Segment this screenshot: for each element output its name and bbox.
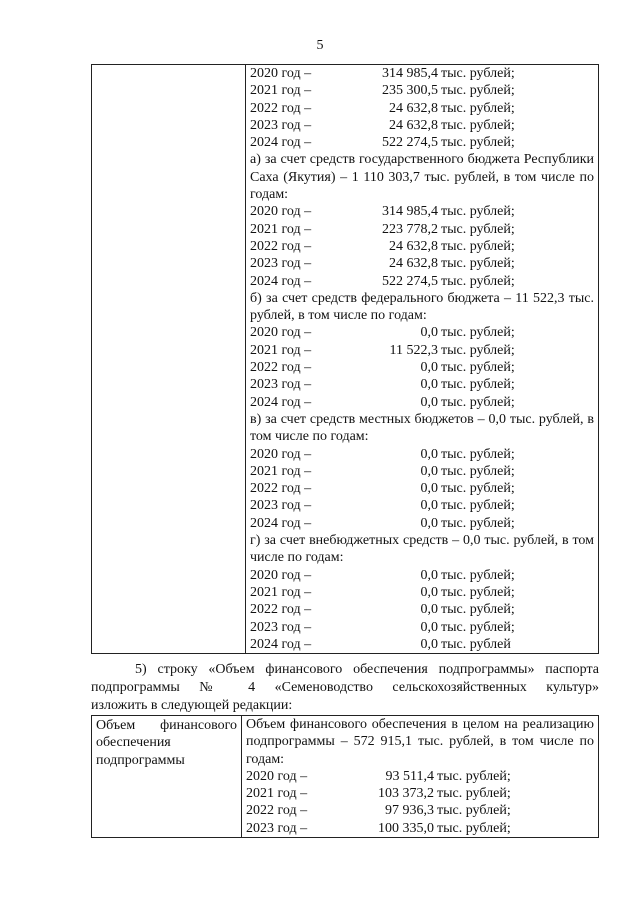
year-amount-row	[246, 802, 594, 819]
year-label: 2024 год –	[250, 515, 312, 531]
year-label: 2024 год –	[250, 135, 312, 151]
year-label: 2020 год –	[250, 567, 312, 583]
table-right-cell	[242, 716, 599, 838]
year-group-extrabudgetary	[250, 567, 594, 653]
year-amount-row	[250, 636, 594, 653]
amount-unit: тыс. рублей;	[441, 256, 515, 272]
amount-value: 0,0	[420, 498, 438, 514]
year-amount-row	[250, 342, 594, 359]
year-amount-row	[250, 238, 594, 255]
year-label: 2024 год –	[250, 273, 312, 289]
amount-unit: тыс. рублей;	[441, 463, 515, 479]
year-amount-row	[250, 117, 594, 134]
amount-unit: тыс. рублей;	[441, 360, 515, 376]
year-label: 2023 год –	[250, 117, 312, 133]
amount-unit: тыс. рублей;	[441, 221, 515, 237]
amount-value: 97 936,3	[385, 803, 434, 819]
year-amount-row	[250, 65, 594, 82]
amount-unit: тыс. рублей;	[437, 820, 511, 836]
year-label: 2024 год –	[250, 636, 312, 652]
amount-value: 522 274,5	[382, 135, 438, 151]
amount-value: 0,0	[420, 619, 438, 635]
amount-unit: тыс. рублей;	[441, 117, 515, 133]
amount-unit: тыс. рублей;	[441, 325, 515, 341]
year-amount-row	[250, 100, 594, 117]
amount-value: 24 632,8	[389, 117, 438, 133]
year-label: 2023 год –	[246, 820, 308, 836]
year-label: 2022 год –	[250, 238, 312, 254]
amount-unit: тыс. рублей;	[441, 377, 515, 393]
year-label: 2020 год –	[250, 66, 312, 81]
funding-paragraph-federal-budget: б) за счет средств федерального бюджета – 11 522,3 тыс. рублей, в том числе по годам:	[250, 290, 594, 324]
amount-value: 314 985,4	[382, 66, 438, 81]
year-label: 2021 год –	[250, 83, 312, 99]
year-group-total	[250, 65, 594, 151]
funding-paragraph-state-budget: а) за счет средств государственного бюджета Республики Саха (Якутия) – 1 110 303,7 тыс. рублей, в том числе по годам:	[250, 152, 594, 203]
year-amount-row	[246, 768, 594, 785]
amount-value: 24 632,8	[389, 238, 438, 254]
amendment-line-3: изложить в следующей редакции:	[91, 698, 293, 713]
amount-value: 103 373,2	[378, 786, 434, 802]
amount-value: 0,0	[420, 325, 438, 341]
amount-unit: тыс. рублей;	[441, 100, 515, 116]
table-left-cell	[92, 65, 246, 654]
funding-paragraph-local-budget: в) за счет средств местных бюджетов – 0,0 тыс. рублей, в том числе по годам:	[250, 411, 594, 445]
amount-value: 0,0	[420, 360, 438, 376]
amount-unit: тыс. рублей;	[441, 238, 515, 254]
year-label: 2020 год –	[250, 446, 312, 462]
year-label: 2023 год –	[250, 377, 312, 393]
amount-unit: тыс. рублей;	[437, 768, 511, 784]
year-amount-row	[250, 255, 594, 272]
year-label: 2022 год –	[246, 803, 308, 819]
amount-value: 0,0	[420, 377, 438, 393]
year-group-federal-budget	[250, 324, 594, 410]
amount-unit: тыс. рублей;	[441, 66, 515, 81]
amount-unit: тыс. рублей;	[441, 619, 515, 635]
amount-value: 314 985,4	[382, 204, 438, 220]
amount-unit: тыс. рублей;	[441, 481, 515, 497]
year-amount-row	[250, 515, 594, 532]
year-label: 2023 год –	[250, 256, 312, 272]
year-label: 2022 год –	[250, 360, 312, 376]
year-label: 2021 год –	[250, 221, 312, 237]
amount-value: 0,0	[420, 481, 438, 497]
amendment-line-1: 5) строку «Объем финансового обеспечения подпрограммы» паспорта	[135, 662, 599, 677]
year-amount-row	[250, 619, 594, 636]
year-amount-row	[250, 324, 594, 341]
amount-value: 0,0	[420, 584, 438, 600]
year-label: 2021 год –	[250, 342, 312, 358]
year-amount-row	[250, 203, 594, 220]
year-amount-row	[246, 820, 594, 837]
amount-value: 24 632,8	[389, 100, 438, 116]
amount-unit: тыс. рублей;	[441, 83, 515, 99]
amount-unit: тыс. рублей;	[441, 135, 515, 151]
year-label: 2024 год –	[250, 394, 312, 410]
year-amount-row	[250, 359, 594, 376]
page-number: 5	[316, 38, 324, 53]
year-label: 2022 год –	[250, 602, 312, 618]
year-group-local-budget	[250, 446, 594, 532]
amount-value: 0,0	[420, 567, 438, 583]
year-amount-row	[246, 785, 594, 802]
year-amount-row	[250, 601, 594, 618]
funding-paragraph-extrabudgetary: г) за счет внебюджетных средств – 0,0 тыс. рублей, в том числе по годам:	[250, 533, 594, 566]
amount-value: 11 522,3	[389, 342, 438, 358]
amendment-line-2: подпрограммы № 4 «Семеноводство сельскохозяйственных культур»	[91, 680, 599, 695]
year-label: 2021 год –	[250, 463, 312, 479]
year-label: 2020 год –	[250, 204, 312, 220]
year-amount-row	[250, 497, 594, 514]
amount-unit: тыс. рублей;	[441, 342, 515, 358]
amount-unit: тыс. рублей;	[441, 515, 515, 531]
year-amount-row	[250, 221, 594, 238]
amount-value: 0,0	[420, 463, 438, 479]
amount-value: 0,0	[420, 394, 438, 410]
amount-value: 235 300,5	[382, 83, 438, 99]
table-right-cell	[246, 65, 599, 654]
year-amount-row	[250, 567, 594, 584]
year-amount-row	[250, 273, 594, 290]
amount-unit: тыс. рублей;	[441, 273, 515, 289]
amount-value: 100 335,0	[378, 820, 434, 836]
amount-unit: тыс. рублей;	[441, 584, 515, 600]
subprogram-4-funding-table	[91, 715, 599, 838]
amount-unit: тыс. рублей;	[437, 803, 511, 819]
amount-value: 0,0	[420, 515, 438, 531]
amount-value: 93 511,4	[385, 768, 434, 784]
amount-value: 522 274,5	[382, 273, 438, 289]
amount-unit: тыс. рублей	[441, 636, 511, 652]
year-amount-row	[250, 446, 594, 463]
year-amount-row	[250, 463, 594, 480]
amount-unit: тыс. рублей;	[441, 602, 515, 618]
funding-intro-paragraph: Объем финансового обеспечения в целом на реализацию подпрограммы – 572 915,1 тыс. рублей, в том числе по годам:	[246, 717, 594, 767]
year-label: 2023 год –	[250, 619, 312, 635]
year-amount-row	[250, 82, 594, 99]
funding-table-continued	[91, 64, 599, 654]
year-amount-row	[250, 394, 594, 411]
funding-label: Объем финансового обеспечения подпрограммы	[96, 718, 237, 768]
year-group-state-budget	[250, 203, 594, 289]
table-left-cell	[92, 716, 242, 838]
amount-unit: тыс. рублей;	[441, 567, 515, 583]
year-amount-row	[250, 134, 594, 151]
amount-unit: тыс. рублей;	[441, 394, 515, 410]
year-label: 2022 год –	[250, 100, 312, 116]
amount-unit: тыс. рублей;	[441, 498, 515, 514]
year-label: 2022 год –	[250, 481, 312, 497]
year-label: 2021 год –	[250, 584, 312, 600]
amount-value: 24 632,8	[389, 256, 438, 272]
year-label: 2020 год –	[246, 768, 308, 784]
amount-value: 0,0	[420, 636, 438, 652]
year-label: 2021 год –	[246, 786, 308, 802]
year-label: 2023 год –	[250, 498, 312, 514]
amendment-paragraph	[91, 661, 599, 715]
amount-unit: тыс. рублей;	[441, 204, 515, 220]
year-label: 2020 год –	[250, 325, 312, 341]
amount-value: 0,0	[420, 602, 438, 618]
year-group-subprogram-4	[246, 768, 594, 837]
amount-unit: тыс. рублей;	[437, 786, 511, 802]
amount-unit: тыс. рублей;	[441, 446, 515, 462]
year-amount-row	[250, 376, 594, 393]
amount-value: 223 778,2	[382, 221, 438, 237]
year-amount-row	[250, 584, 594, 601]
year-amount-row	[250, 480, 594, 497]
amount-value: 0,0	[420, 446, 438, 462]
